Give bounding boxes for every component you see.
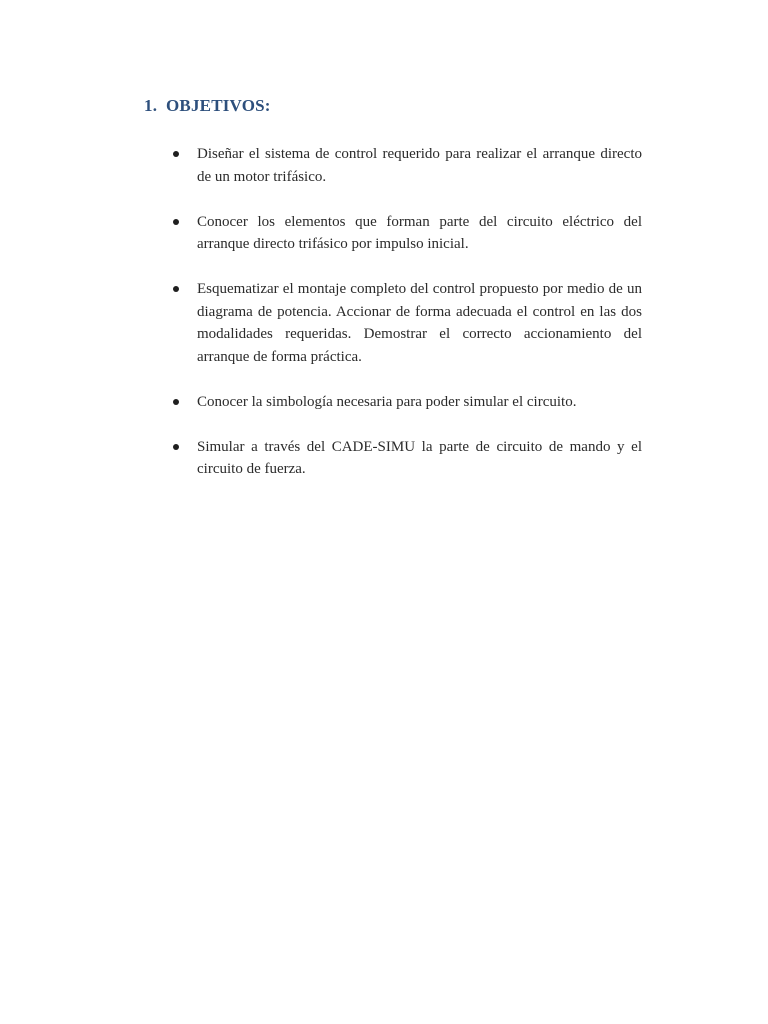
bullet-icon — [173, 286, 179, 292]
section-title: OBJETIVOS: — [166, 96, 271, 115]
list-item — [170, 211, 642, 256]
list-item — [170, 391, 642, 414]
list-item — [170, 278, 642, 368]
objective-text: Conocer los elementos que forman parte del circuito eléctrico del arranque directo trifásico por impulso inicial. — [197, 213, 642, 252]
objective-text: Diseñar el sistema de control requerido para realizar el arranque directo de un motor trifásico. — [197, 146, 642, 185]
bullet-icon — [173, 399, 179, 405]
section-number: 1. — [144, 96, 158, 115]
section-heading — [144, 96, 271, 116]
objective-text: Simular a través del CADE-SIMU la parte de circuito de mando y el circuito de fuerza. — [197, 438, 642, 477]
objectives-list — [170, 143, 642, 503]
bullet-icon — [173, 444, 179, 450]
list-item — [170, 143, 642, 188]
objective-text: Esquematizar el montaje completo del control propuesto por medio de un diagrama de potencia. Accionar de forma adecuada el control en las dos modalidades requeridas. Demostrar el correcto accionamiento del arranque de forma práctica. — [197, 281, 642, 365]
list-item — [170, 436, 642, 481]
bullet-icon — [173, 219, 179, 225]
objective-text: Conocer la simbología necesaria para poder simular el circuito. — [197, 393, 577, 410]
bullet-icon — [173, 151, 179, 157]
